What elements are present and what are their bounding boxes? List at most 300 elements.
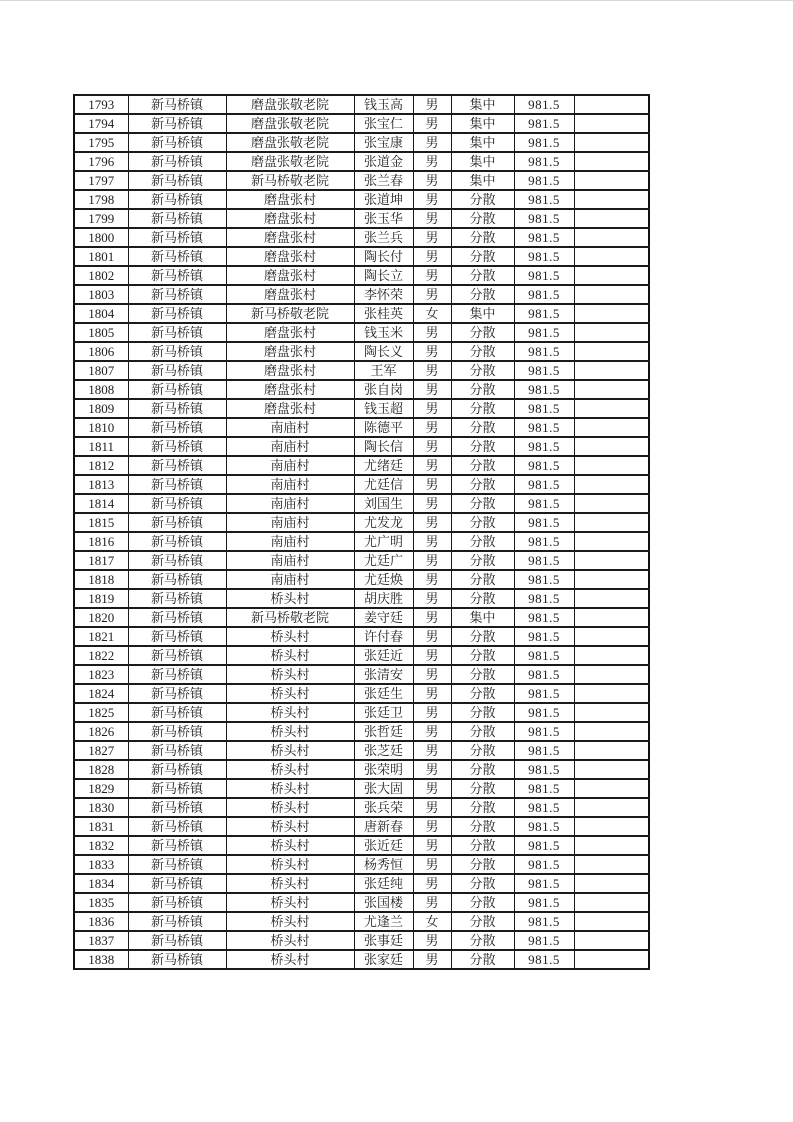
cell-gender: 男 bbox=[413, 437, 451, 456]
cell-person-name: 钱玉高 bbox=[354, 95, 413, 114]
cell-town: 新马桥镇 bbox=[128, 551, 226, 570]
cell-support-type: 分散 bbox=[451, 380, 514, 399]
cell-town: 新马桥镇 bbox=[128, 266, 226, 285]
cell-serial-number: 1818 bbox=[74, 570, 128, 589]
cell-serial-number: 1801 bbox=[74, 247, 128, 266]
cell-serial-number: 1823 bbox=[74, 665, 128, 684]
cell-amount: 981.5 bbox=[514, 513, 574, 532]
cell-amount: 981.5 bbox=[514, 627, 574, 646]
cell-town: 新马桥镇 bbox=[128, 931, 226, 950]
cell-village-or-institution: 南庙村 bbox=[226, 475, 354, 494]
cell-town: 新马桥镇 bbox=[128, 627, 226, 646]
cell-town: 新马桥镇 bbox=[128, 285, 226, 304]
cell-person-name: 张道金 bbox=[354, 152, 413, 171]
cell-town: 新马桥镇 bbox=[128, 741, 226, 760]
cell-blank bbox=[574, 627, 649, 646]
cell-village-or-institution: 磨盘张村 bbox=[226, 380, 354, 399]
cell-gender: 男 bbox=[413, 266, 451, 285]
cell-village-or-institution: 磨盘张村 bbox=[226, 323, 354, 342]
cell-town: 新马桥镇 bbox=[128, 779, 226, 798]
table-row bbox=[74, 608, 649, 627]
cell-person-name: 张兰兵 bbox=[354, 228, 413, 247]
cell-amount: 981.5 bbox=[514, 722, 574, 741]
cell-support-type: 分散 bbox=[451, 741, 514, 760]
table-row bbox=[74, 209, 649, 228]
cell-gender: 男 bbox=[413, 684, 451, 703]
cell-gender: 男 bbox=[413, 361, 451, 380]
table-row bbox=[74, 323, 649, 342]
cell-serial-number: 1809 bbox=[74, 399, 128, 418]
cell-village-or-institution: 磨盘张村 bbox=[226, 361, 354, 380]
cell-person-name: 张兵荣 bbox=[354, 798, 413, 817]
cell-person-name: 张桂英 bbox=[354, 304, 413, 323]
table-row bbox=[74, 551, 649, 570]
cell-person-name: 张近廷 bbox=[354, 836, 413, 855]
cell-person-name: 王军 bbox=[354, 361, 413, 380]
table-row bbox=[74, 399, 649, 418]
cell-town: 新马桥镇 bbox=[128, 836, 226, 855]
cell-gender: 男 bbox=[413, 608, 451, 627]
cell-blank bbox=[574, 437, 649, 456]
table-row bbox=[74, 779, 649, 798]
cell-village-or-institution: 桥头村 bbox=[226, 684, 354, 703]
cell-town: 新马桥镇 bbox=[128, 418, 226, 437]
cell-village-or-institution: 桥头村 bbox=[226, 779, 354, 798]
cell-blank bbox=[574, 114, 649, 133]
cell-village-or-institution: 桥头村 bbox=[226, 760, 354, 779]
cell-serial-number: 1793 bbox=[74, 95, 128, 114]
cell-person-name: 张宝仁 bbox=[354, 114, 413, 133]
cell-village-or-institution: 南庙村 bbox=[226, 570, 354, 589]
cell-support-type: 分散 bbox=[451, 912, 514, 931]
cell-blank bbox=[574, 703, 649, 722]
cell-support-type: 分散 bbox=[451, 855, 514, 874]
cell-gender: 男 bbox=[413, 95, 451, 114]
cell-amount: 981.5 bbox=[514, 874, 574, 893]
cell-blank bbox=[574, 323, 649, 342]
cell-serial-number: 1810 bbox=[74, 418, 128, 437]
table-row bbox=[74, 171, 649, 190]
cell-person-name: 张兰春 bbox=[354, 171, 413, 190]
cell-amount: 981.5 bbox=[514, 152, 574, 171]
cell-blank bbox=[574, 912, 649, 931]
cell-amount: 981.5 bbox=[514, 532, 574, 551]
cell-gender: 男 bbox=[413, 494, 451, 513]
cell-gender: 男 bbox=[413, 817, 451, 836]
cell-serial-number: 1834 bbox=[74, 874, 128, 893]
cell-gender: 女 bbox=[413, 912, 451, 931]
cell-serial-number: 1804 bbox=[74, 304, 128, 323]
cell-gender: 男 bbox=[413, 931, 451, 950]
cell-town: 新马桥镇 bbox=[128, 399, 226, 418]
cell-gender: 男 bbox=[413, 627, 451, 646]
cell-town: 新马桥镇 bbox=[128, 684, 226, 703]
cell-person-name: 陶长立 bbox=[354, 266, 413, 285]
table-row bbox=[74, 798, 649, 817]
cell-person-name: 张事廷 bbox=[354, 931, 413, 950]
cell-town: 新马桥镇 bbox=[128, 342, 226, 361]
cell-gender: 男 bbox=[413, 190, 451, 209]
cell-town: 新马桥镇 bbox=[128, 513, 226, 532]
table-row bbox=[74, 380, 649, 399]
cell-support-type: 分散 bbox=[451, 684, 514, 703]
cell-village-or-institution: 桥头村 bbox=[226, 741, 354, 760]
cell-blank bbox=[574, 95, 649, 114]
cell-serial-number: 1806 bbox=[74, 342, 128, 361]
cell-village-or-institution: 磨盘张敬老院 bbox=[226, 114, 354, 133]
cell-gender: 男 bbox=[413, 646, 451, 665]
cell-person-name: 钱玉米 bbox=[354, 323, 413, 342]
cell-amount: 981.5 bbox=[514, 741, 574, 760]
cell-town: 新马桥镇 bbox=[128, 95, 226, 114]
cell-blank bbox=[574, 152, 649, 171]
cell-person-name: 张玉华 bbox=[354, 209, 413, 228]
table-row bbox=[74, 437, 649, 456]
cell-amount: 981.5 bbox=[514, 665, 574, 684]
cell-gender: 男 bbox=[413, 342, 451, 361]
cell-serial-number: 1798 bbox=[74, 190, 128, 209]
cell-serial-number: 1814 bbox=[74, 494, 128, 513]
cell-serial-number: 1819 bbox=[74, 589, 128, 608]
cell-village-or-institution: 磨盘张村 bbox=[226, 342, 354, 361]
document-page bbox=[73, 94, 650, 970]
cell-serial-number: 1800 bbox=[74, 228, 128, 247]
table-row bbox=[74, 304, 649, 323]
cell-amount: 981.5 bbox=[514, 285, 574, 304]
cell-amount: 981.5 bbox=[514, 361, 574, 380]
cell-person-name: 钱玉超 bbox=[354, 399, 413, 418]
cell-support-type: 分散 bbox=[451, 817, 514, 836]
cell-serial-number: 1837 bbox=[74, 931, 128, 950]
cell-town: 新马桥镇 bbox=[128, 665, 226, 684]
table-row bbox=[74, 836, 649, 855]
cell-person-name: 张廷近 bbox=[354, 646, 413, 665]
cell-person-name: 张宝康 bbox=[354, 133, 413, 152]
cell-support-type: 分散 bbox=[451, 874, 514, 893]
cell-town: 新马桥镇 bbox=[128, 152, 226, 171]
cell-blank bbox=[574, 779, 649, 798]
cell-person-name: 陈德平 bbox=[354, 418, 413, 437]
cell-serial-number: 1817 bbox=[74, 551, 128, 570]
cell-serial-number: 1816 bbox=[74, 532, 128, 551]
cell-support-type: 分散 bbox=[451, 361, 514, 380]
cell-blank bbox=[574, 893, 649, 912]
cell-blank bbox=[574, 950, 649, 969]
table-row bbox=[74, 855, 649, 874]
cell-blank bbox=[574, 133, 649, 152]
cell-amount: 981.5 bbox=[514, 760, 574, 779]
cell-town: 新马桥镇 bbox=[128, 114, 226, 133]
cell-blank bbox=[574, 361, 649, 380]
cell-amount: 981.5 bbox=[514, 608, 574, 627]
cell-support-type: 分散 bbox=[451, 760, 514, 779]
cell-gender: 男 bbox=[413, 836, 451, 855]
cell-gender: 男 bbox=[413, 152, 451, 171]
cell-town: 新马桥镇 bbox=[128, 703, 226, 722]
cell-village-or-institution: 新马桥敬老院 bbox=[226, 304, 354, 323]
cell-support-type: 分散 bbox=[451, 950, 514, 969]
cell-blank bbox=[574, 722, 649, 741]
cell-support-type: 分散 bbox=[451, 190, 514, 209]
cell-town: 新马桥镇 bbox=[128, 798, 226, 817]
cell-village-or-institution: 桥头村 bbox=[226, 855, 354, 874]
cell-person-name: 尤绪廷 bbox=[354, 456, 413, 475]
cell-village-or-institution: 南庙村 bbox=[226, 532, 354, 551]
table-row bbox=[74, 760, 649, 779]
cell-serial-number: 1836 bbox=[74, 912, 128, 931]
cell-blank bbox=[574, 817, 649, 836]
cell-amount: 981.5 bbox=[514, 931, 574, 950]
cell-town: 新马桥镇 bbox=[128, 209, 226, 228]
cell-support-type: 集中 bbox=[451, 95, 514, 114]
cell-amount: 981.5 bbox=[514, 779, 574, 798]
cell-blank bbox=[574, 228, 649, 247]
cell-gender: 男 bbox=[413, 589, 451, 608]
cell-serial-number: 1799 bbox=[74, 209, 128, 228]
table-row bbox=[74, 456, 649, 475]
cell-amount: 981.5 bbox=[514, 456, 574, 475]
cell-serial-number: 1796 bbox=[74, 152, 128, 171]
cell-person-name: 陶长义 bbox=[354, 342, 413, 361]
cell-village-or-institution: 磨盘张村 bbox=[226, 399, 354, 418]
cell-person-name: 尤廷焕 bbox=[354, 570, 413, 589]
cell-village-or-institution: 桥头村 bbox=[226, 798, 354, 817]
cell-village-or-institution: 桥头村 bbox=[226, 646, 354, 665]
table-row bbox=[74, 95, 649, 114]
cell-village-or-institution: 南庙村 bbox=[226, 494, 354, 513]
table-row bbox=[74, 817, 649, 836]
cell-village-or-institution: 磨盘张村 bbox=[226, 285, 354, 304]
cell-blank bbox=[574, 171, 649, 190]
cell-gender: 男 bbox=[413, 665, 451, 684]
cell-town: 新马桥镇 bbox=[128, 133, 226, 152]
cell-serial-number: 1805 bbox=[74, 323, 128, 342]
table-row bbox=[74, 874, 649, 893]
cell-village-or-institution: 南庙村 bbox=[226, 551, 354, 570]
cell-serial-number: 1838 bbox=[74, 950, 128, 969]
cell-blank bbox=[574, 570, 649, 589]
cell-gender: 男 bbox=[413, 209, 451, 228]
cell-support-type: 分散 bbox=[451, 247, 514, 266]
cell-village-or-institution: 南庙村 bbox=[226, 418, 354, 437]
cell-person-name: 杨秀恒 bbox=[354, 855, 413, 874]
cell-gender: 男 bbox=[413, 874, 451, 893]
cell-blank bbox=[574, 418, 649, 437]
cell-town: 新马桥镇 bbox=[128, 437, 226, 456]
cell-blank bbox=[574, 836, 649, 855]
cell-blank bbox=[574, 399, 649, 418]
cell-serial-number: 1831 bbox=[74, 817, 128, 836]
cell-serial-number: 1797 bbox=[74, 171, 128, 190]
cell-serial-number: 1802 bbox=[74, 266, 128, 285]
cell-village-or-institution: 磨盘张村 bbox=[226, 190, 354, 209]
cell-blank bbox=[574, 513, 649, 532]
cell-amount: 981.5 bbox=[514, 342, 574, 361]
cell-support-type: 分散 bbox=[451, 646, 514, 665]
cell-village-or-institution: 桥头村 bbox=[226, 893, 354, 912]
cell-serial-number: 1824 bbox=[74, 684, 128, 703]
cell-village-or-institution: 桥头村 bbox=[226, 950, 354, 969]
cell-blank bbox=[574, 494, 649, 513]
cell-amount: 981.5 bbox=[514, 893, 574, 912]
cell-amount: 981.5 bbox=[514, 323, 574, 342]
cell-support-type: 分散 bbox=[451, 456, 514, 475]
cell-amount: 981.5 bbox=[514, 646, 574, 665]
cell-village-or-institution: 磨盘张敬老院 bbox=[226, 152, 354, 171]
cell-amount: 981.5 bbox=[514, 589, 574, 608]
table-row bbox=[74, 665, 649, 684]
table-row bbox=[74, 684, 649, 703]
cell-serial-number: 1794 bbox=[74, 114, 128, 133]
cell-town: 新马桥镇 bbox=[128, 456, 226, 475]
cell-town: 新马桥镇 bbox=[128, 361, 226, 380]
cell-village-or-institution: 桥头村 bbox=[226, 703, 354, 722]
cell-town: 新马桥镇 bbox=[128, 874, 226, 893]
cell-village-or-institution: 新马桥敬老院 bbox=[226, 171, 354, 190]
cell-serial-number: 1832 bbox=[74, 836, 128, 855]
cell-person-name: 陶长信 bbox=[354, 437, 413, 456]
cell-blank bbox=[574, 475, 649, 494]
cell-gender: 男 bbox=[413, 893, 451, 912]
cell-town: 新马桥镇 bbox=[128, 589, 226, 608]
cell-support-type: 分散 bbox=[451, 494, 514, 513]
cell-blank bbox=[574, 798, 649, 817]
cell-amount: 981.5 bbox=[514, 836, 574, 855]
cell-village-or-institution: 磨盘张村 bbox=[226, 247, 354, 266]
cell-support-type: 分散 bbox=[451, 665, 514, 684]
cell-person-name: 尤逢兰 bbox=[354, 912, 413, 931]
cell-serial-number: 1826 bbox=[74, 722, 128, 741]
cell-amount: 981.5 bbox=[514, 399, 574, 418]
cell-serial-number: 1829 bbox=[74, 779, 128, 798]
scan-edge-line bbox=[0, 0, 793, 1]
cell-serial-number: 1803 bbox=[74, 285, 128, 304]
table-row bbox=[74, 152, 649, 171]
cell-village-or-institution: 桥头村 bbox=[226, 627, 354, 646]
cell-person-name: 李怀荣 bbox=[354, 285, 413, 304]
cell-village-or-institution: 桥头村 bbox=[226, 874, 354, 893]
cell-blank bbox=[574, 209, 649, 228]
table-row bbox=[74, 133, 649, 152]
cell-person-name: 胡庆胜 bbox=[354, 589, 413, 608]
cell-village-or-institution: 桥头村 bbox=[226, 931, 354, 950]
cell-blank bbox=[574, 874, 649, 893]
table-row bbox=[74, 589, 649, 608]
table-row bbox=[74, 722, 649, 741]
cell-blank bbox=[574, 532, 649, 551]
cell-support-type: 分散 bbox=[451, 532, 514, 551]
table-row bbox=[74, 627, 649, 646]
cell-gender: 男 bbox=[413, 779, 451, 798]
cell-town: 新马桥镇 bbox=[128, 608, 226, 627]
cell-amount: 981.5 bbox=[514, 133, 574, 152]
cell-town: 新马桥镇 bbox=[128, 570, 226, 589]
cell-amount: 981.5 bbox=[514, 209, 574, 228]
cell-amount: 981.5 bbox=[514, 684, 574, 703]
cell-serial-number: 1825 bbox=[74, 703, 128, 722]
cell-person-name: 尤广明 bbox=[354, 532, 413, 551]
cell-town: 新马桥镇 bbox=[128, 855, 226, 874]
table-row bbox=[74, 114, 649, 133]
cell-serial-number: 1820 bbox=[74, 608, 128, 627]
cell-town: 新马桥镇 bbox=[128, 247, 226, 266]
cell-gender: 男 bbox=[413, 532, 451, 551]
cell-amount: 981.5 bbox=[514, 190, 574, 209]
table-row bbox=[74, 741, 649, 760]
cell-serial-number: 1811 bbox=[74, 437, 128, 456]
cell-amount: 981.5 bbox=[514, 437, 574, 456]
cell-support-type: 分散 bbox=[451, 323, 514, 342]
table-row bbox=[74, 266, 649, 285]
table-row bbox=[74, 513, 649, 532]
cell-amount: 981.5 bbox=[514, 475, 574, 494]
cell-support-type: 分散 bbox=[451, 570, 514, 589]
cell-blank bbox=[574, 684, 649, 703]
cell-person-name: 许付春 bbox=[354, 627, 413, 646]
cell-amount: 981.5 bbox=[514, 266, 574, 285]
cell-town: 新马桥镇 bbox=[128, 380, 226, 399]
cell-town: 新马桥镇 bbox=[128, 646, 226, 665]
cell-person-name: 唐新春 bbox=[354, 817, 413, 836]
cell-support-type: 分散 bbox=[451, 209, 514, 228]
cell-serial-number: 1828 bbox=[74, 760, 128, 779]
cell-support-type: 分散 bbox=[451, 513, 514, 532]
cell-support-type: 集中 bbox=[451, 608, 514, 627]
cell-blank bbox=[574, 456, 649, 475]
table-row bbox=[74, 190, 649, 209]
table-row bbox=[74, 228, 649, 247]
cell-gender: 男 bbox=[413, 741, 451, 760]
cell-support-type: 分散 bbox=[451, 418, 514, 437]
cell-town: 新马桥镇 bbox=[128, 532, 226, 551]
cell-town: 新马桥镇 bbox=[128, 494, 226, 513]
table-row bbox=[74, 532, 649, 551]
cell-person-name: 尤发龙 bbox=[354, 513, 413, 532]
cell-support-type: 分散 bbox=[451, 399, 514, 418]
cell-village-or-institution: 桥头村 bbox=[226, 722, 354, 741]
cell-serial-number: 1808 bbox=[74, 380, 128, 399]
cell-support-type: 分散 bbox=[451, 836, 514, 855]
cell-serial-number: 1827 bbox=[74, 741, 128, 760]
cell-amount: 981.5 bbox=[514, 703, 574, 722]
table-row bbox=[74, 475, 649, 494]
cell-amount: 981.5 bbox=[514, 114, 574, 133]
cell-support-type: 分散 bbox=[451, 551, 514, 570]
cell-support-type: 分散 bbox=[451, 627, 514, 646]
cell-person-name: 张自岗 bbox=[354, 380, 413, 399]
cell-gender: 男 bbox=[413, 247, 451, 266]
cell-village-or-institution: 新马桥敬老院 bbox=[226, 608, 354, 627]
cell-gender: 男 bbox=[413, 285, 451, 304]
cell-support-type: 分散 bbox=[451, 893, 514, 912]
cell-gender: 男 bbox=[413, 570, 451, 589]
cell-blank bbox=[574, 855, 649, 874]
cell-gender: 男 bbox=[413, 703, 451, 722]
cell-amount: 981.5 bbox=[514, 817, 574, 836]
cell-town: 新马桥镇 bbox=[128, 817, 226, 836]
cell-town: 新马桥镇 bbox=[128, 323, 226, 342]
cell-person-name: 刘国生 bbox=[354, 494, 413, 513]
table-row bbox=[74, 931, 649, 950]
table-row bbox=[74, 247, 649, 266]
cell-gender: 男 bbox=[413, 171, 451, 190]
cell-gender: 男 bbox=[413, 551, 451, 570]
cell-blank bbox=[574, 551, 649, 570]
beneficiary-table bbox=[73, 94, 650, 970]
cell-serial-number: 1830 bbox=[74, 798, 128, 817]
cell-serial-number: 1833 bbox=[74, 855, 128, 874]
cell-amount: 981.5 bbox=[514, 950, 574, 969]
